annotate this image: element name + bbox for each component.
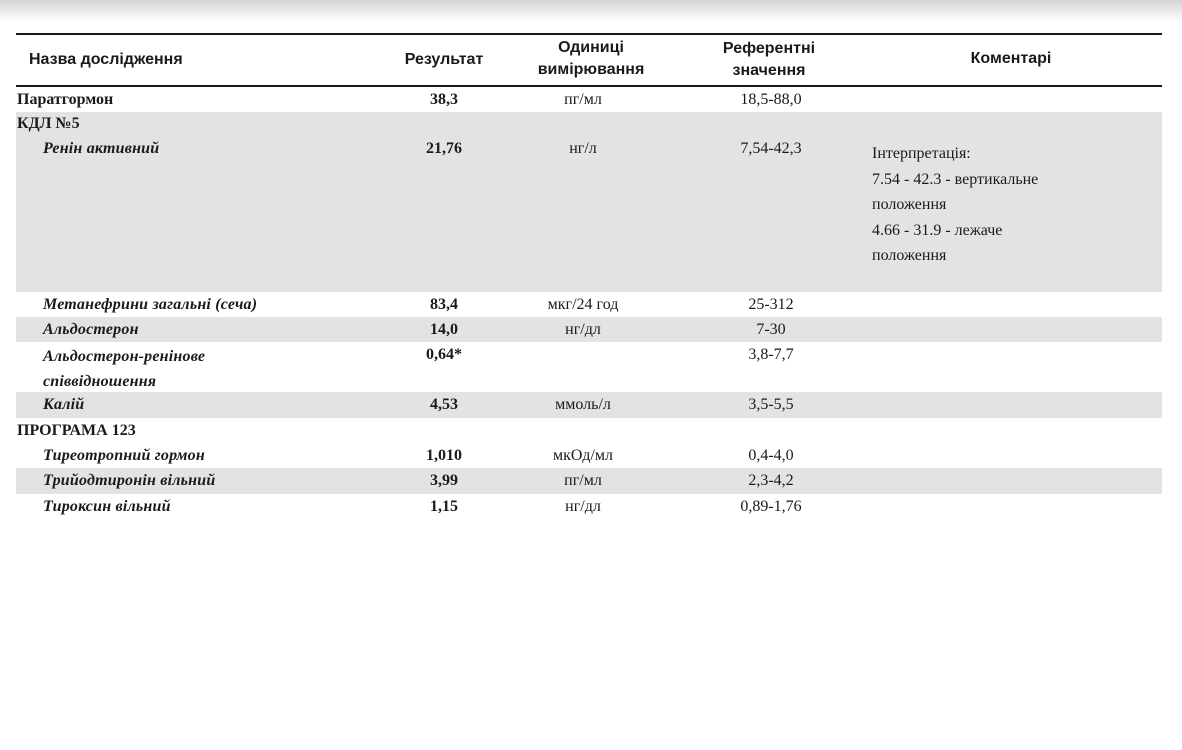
group-title: ПРОГРАМА 123	[17, 422, 136, 439]
test-name: Альдостерон	[43, 321, 139, 338]
test-result: 1,010	[426, 447, 462, 464]
test-name-line2: співвідношення	[43, 373, 157, 390]
test-reference: 7-30	[756, 321, 786, 338]
group-row	[16, 418, 1162, 443]
test-unit: мкг/24 год	[547, 296, 619, 313]
table-row	[16, 292, 1162, 317]
test-reference: 0,4-4,0	[748, 447, 794, 464]
test-name: Тиреотропний гормон	[43, 447, 205, 464]
header-units	[508, 37, 674, 81]
table-row	[16, 136, 1162, 292]
test-result: 83,4	[430, 296, 458, 313]
test-name: Метанефрини загальні (сеча)	[43, 296, 258, 313]
page-top-shadow	[0, 0, 1182, 22]
header-units-line2: вимірювання	[537, 61, 645, 78]
test-reference: 0,89-1,76	[740, 498, 802, 515]
header-reference-line1: Референтні	[722, 40, 816, 57]
table-row	[16, 494, 1162, 520]
comment-line: Інтерпретація:	[872, 145, 971, 162]
table-row	[16, 392, 1162, 418]
comment-line: положення	[872, 247, 947, 264]
header-comments: Коментарі	[970, 50, 1052, 67]
lab-results-table	[16, 33, 1162, 520]
header-result: Результат	[404, 51, 484, 68]
group-row	[16, 112, 1162, 136]
test-comment	[872, 141, 1112, 269]
test-name	[43, 344, 383, 394]
header-reference	[696, 38, 842, 82]
group-title: КДЛ №5	[17, 115, 80, 132]
test-unit: пг/мл	[564, 472, 602, 489]
test-reference: 18,5-88,0	[740, 91, 802, 108]
test-name-line1: Альдостерон-ренінове	[43, 348, 206, 365]
header-reference-line2: значення	[732, 62, 806, 79]
test-result: 1,15	[430, 498, 458, 515]
test-name: Ренін активний	[43, 140, 160, 157]
header-name: Назва дослідження	[29, 51, 183, 68]
test-reference: 7,54-42,3	[740, 140, 802, 157]
test-unit: нг/л	[569, 140, 597, 157]
test-unit: нг/дл	[565, 321, 601, 338]
table-row	[16, 443, 1162, 468]
test-unit: пг/мл	[564, 91, 602, 108]
test-result: 0,64*	[426, 346, 462, 363]
test-name: Калій	[43, 396, 85, 413]
table-row	[16, 87, 1162, 112]
test-name: Паратгормон	[17, 91, 114, 108]
table-row	[16, 317, 1162, 342]
comment-line: положення	[872, 196, 947, 213]
test-result: 4,53	[430, 396, 458, 413]
test-name: Тироксин вільний	[43, 498, 171, 515]
test-unit: ммоль/л	[555, 396, 611, 413]
comment-line: 4.66 - 31.9 - лежаче	[872, 221, 1003, 239]
table-row	[16, 468, 1162, 494]
header-units-line1: Одиниці	[558, 39, 624, 56]
test-reference: 2,3-4,2	[748, 472, 794, 489]
test-reference: 3,8-7,7	[748, 346, 794, 363]
test-result: 14,0	[430, 321, 458, 338]
test-reference: 25-312	[748, 296, 794, 313]
test-result: 38,3	[430, 91, 458, 108]
test-unit: мкОд/мл	[553, 447, 613, 464]
test-reference: 3,5-5,5	[748, 396, 794, 413]
test-unit: нг/дл	[565, 498, 601, 515]
test-name: Трийодтиронін вільний	[43, 472, 216, 489]
test-result: 3,99	[430, 472, 458, 489]
table-row	[16, 342, 1162, 392]
table-header	[16, 33, 1162, 87]
comment-line: 7.54 - 42.3 - вертикальне	[872, 170, 1039, 188]
test-result: 21,76	[426, 140, 462, 157]
